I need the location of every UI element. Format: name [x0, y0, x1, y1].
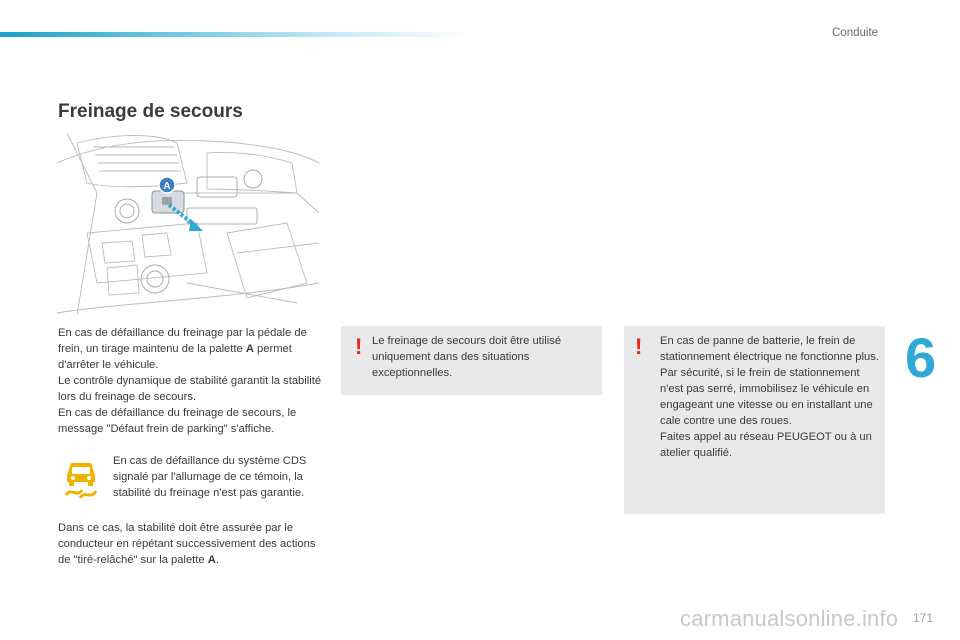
cds-warning-icon — [63, 460, 99, 500]
callout-label-a: A — [163, 181, 171, 192]
notice-text: Le freinage de secours doit être utilisé uniquement dans des situations exceptionnelles. — [372, 335, 562, 379]
header-accent-bar — [0, 32, 470, 37]
section-label: Conduite — [832, 27, 879, 39]
cds-paragraph: En cas de défaillance du système CDS signalé par l'allumage de ce témoin, la stabilité du freinage n'est pas garantie. — [113, 455, 307, 499]
main-para-1: En cas de défaillance du freinage par la pédale de frein, un tirage maintenu de la palette A permet d'arrêter le véhicule. — [58, 327, 307, 371]
page-title: Freinage de secours — [58, 101, 243, 122]
notice-text: En cas de panne de batterie, le frein de stationnement électrique ne fonctionne plus. Par sécurité, si le frein de stationnement n'est pas serré, immobilisez le véhicule en engageant une vitesse ou en installant une cale contre une des roues. Faites appel au réseau PEUGEOT ou à un atelier qualifié. — [660, 335, 879, 459]
notice-box-emergency — [341, 326, 602, 395]
notice-box-battery — [624, 326, 885, 514]
warning-exclamation-icon: ! — [635, 334, 643, 359]
watermark-text: carmanualsonline.info — [680, 606, 899, 631]
main-paragraph — [58, 325, 323, 437]
chapter-number: 6 — [905, 326, 937, 389]
page-number: 171 — [913, 611, 934, 625]
main-para-3: En cas de défaillance du freinage de secours, le message "Défaut frein de parking" s'affiche. — [58, 407, 297, 435]
dashboard-illustration — [57, 133, 319, 315]
main-para-2: Le contrôle dynamique de stabilité garantit la stabilité lors du freinage de secours. — [58, 375, 322, 403]
warning-exclamation-icon: ! — [355, 334, 363, 359]
final-paragraph: Dans ce cas, la stabilité doit être assurée par le conducteur en répétant successivement des actions de "tiré-relâché" sur la palette A. — [58, 522, 316, 566]
